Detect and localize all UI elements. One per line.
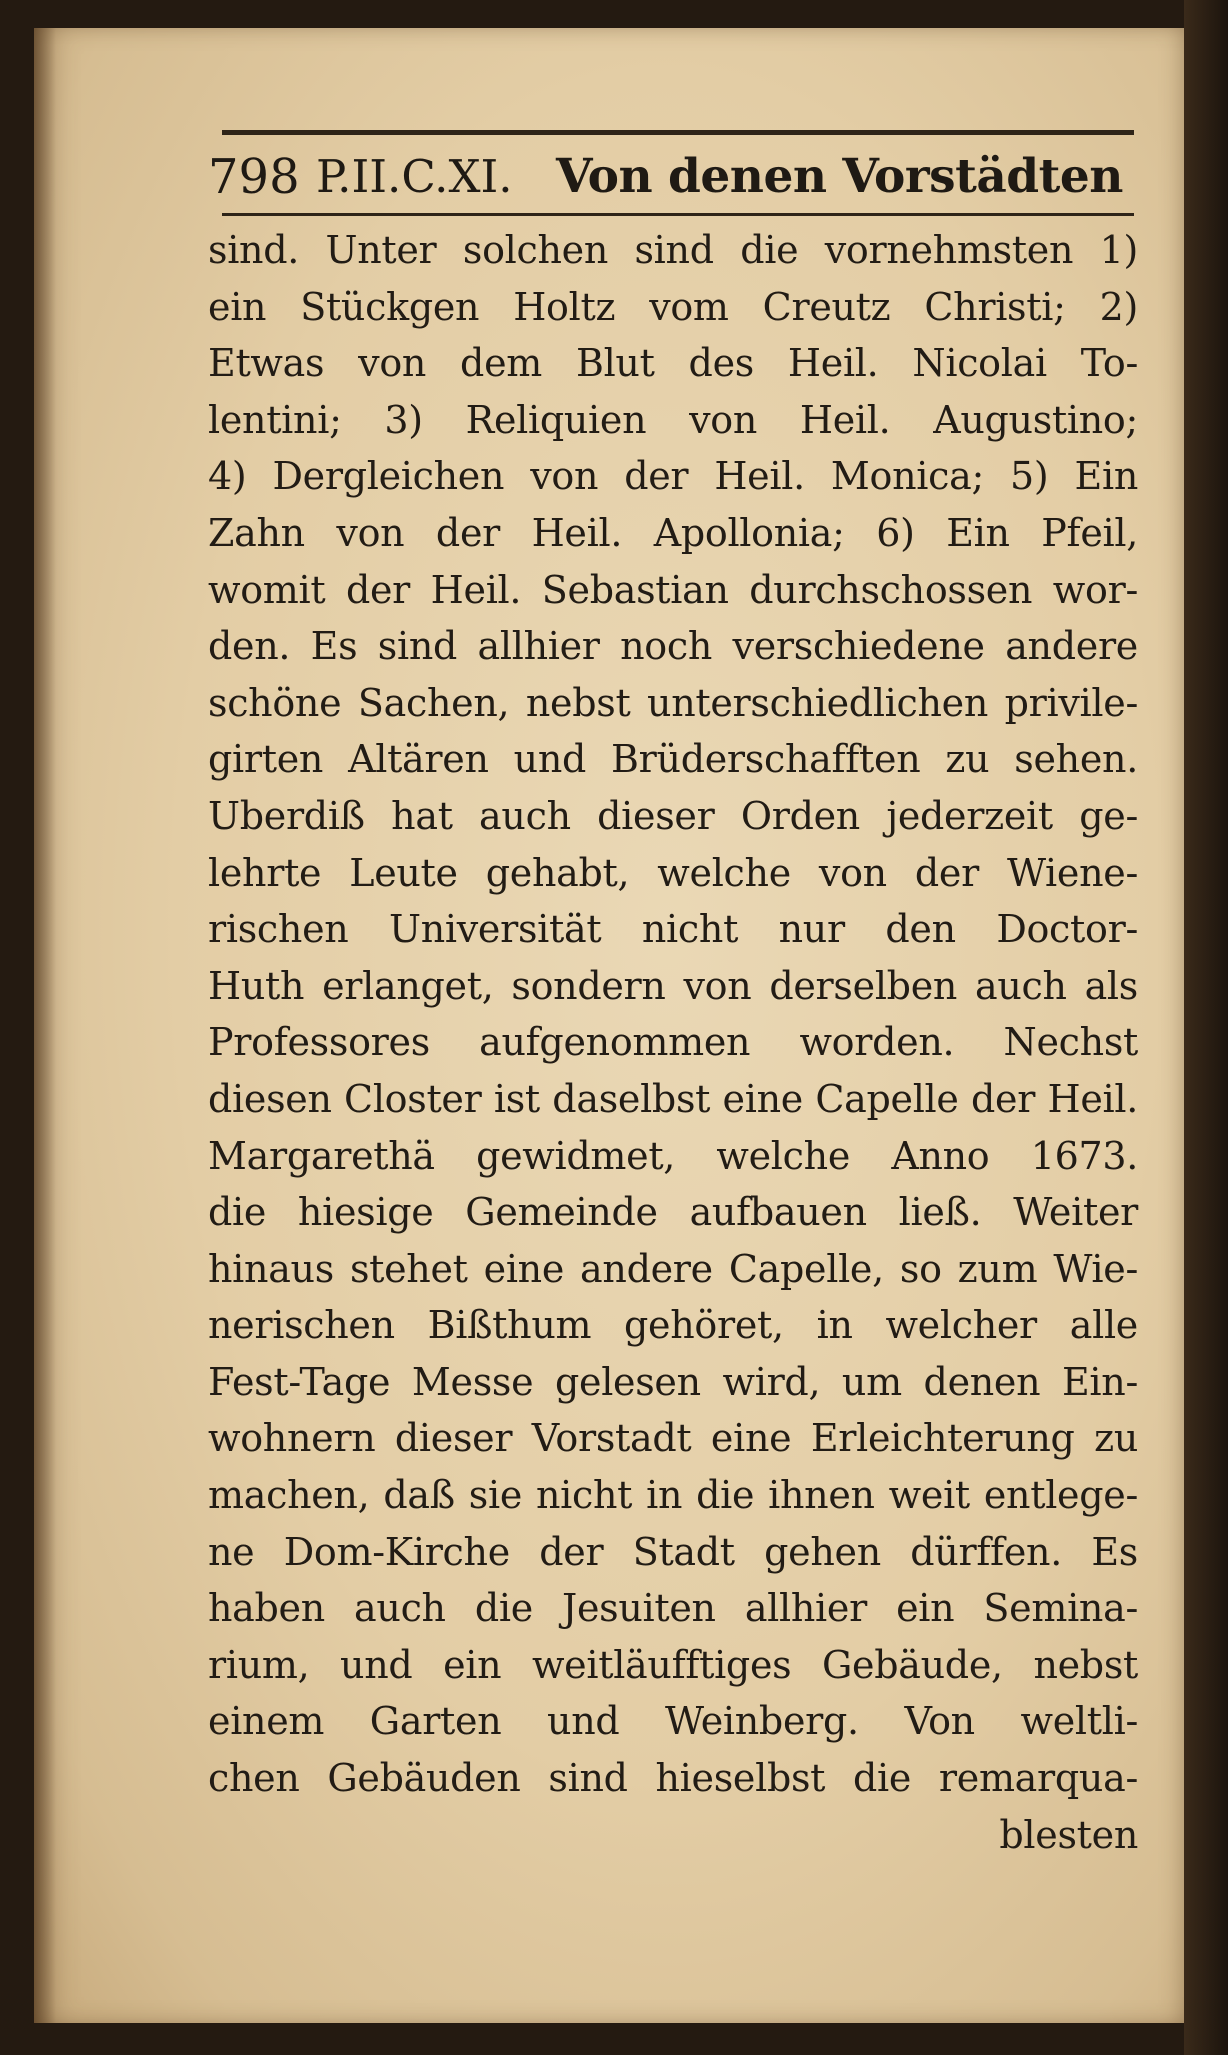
text-line: 4) Dergleichen von der Heil. Monica; 5) Ein xyxy=(208,454,1138,499)
text-line: hinaus stehet eine andere Capelle, so zum Wie- xyxy=(208,1246,1138,1291)
text-line: die hiesige Gemeinde aufbauen ließ. Weiter xyxy=(208,1190,1138,1235)
text-line: Huth erlanget, sondern von derselben auch als xyxy=(208,963,1138,1008)
text-line: ein Stückgen Holtz vom Creutz Christi; 2) xyxy=(208,284,1138,329)
text-line: lehrte Leute gehabt, welche von der Wiene- xyxy=(208,850,1138,895)
part-chapter-label: P.II.C.XI. xyxy=(316,150,513,203)
text-line: Professores aufgenommen worden. Nechst xyxy=(208,1020,1138,1065)
text-line: rischen Universität nicht nur den Doctor- xyxy=(208,907,1138,952)
header-rule-top xyxy=(222,130,1134,135)
catchword: blesten xyxy=(999,1812,1138,1857)
body-text xyxy=(208,222,1138,1863)
running-header xyxy=(208,140,1128,214)
text-line: nerischen Bißthum gehöret, in welcher alle xyxy=(208,1303,1138,1348)
text-line: diesen Closter ist daselbst eine Capelle der Heil. xyxy=(208,1076,1138,1121)
text-line: chen Gebäuden sind hieselbst die remarqua- xyxy=(208,1756,1138,1801)
text-line: girten Altären und Brüderschafften zu sehen. xyxy=(208,737,1138,782)
text-line: Zahn von der Heil. Apollonia; 6) Ein Pfeil, xyxy=(208,510,1138,555)
text-line: einem Garten und Weinberg. Von weltli- xyxy=(208,1699,1138,1744)
book-edge xyxy=(1184,0,1228,2055)
text-line: sind. Unter solchen sind die vornehmsten 1) xyxy=(208,228,1138,272)
text-line: Uberdiß hat auch dieser Orden jederzeit ge- xyxy=(208,793,1138,838)
text-line: womit der Heil. Sebastian durchschossen wor- xyxy=(208,567,1138,612)
text-line: rium, und ein weitläufftiges Gebäude, nebst xyxy=(208,1642,1138,1687)
text-line: wohnern dieser Vorstadt eine Erleichterung zu xyxy=(208,1416,1138,1461)
text-line: Margarethä gewidmet, welche Anno 1673. xyxy=(208,1133,1138,1178)
text-line: Fest-Tage Messe gelesen wird, um denen Ein- xyxy=(208,1359,1138,1404)
text-line: Etwas von dem Blut des Heil. Nicolai To- xyxy=(208,341,1138,386)
text-line: ne Dom-Kirche der Stadt gehen dürffen. Es xyxy=(208,1529,1138,1574)
header-rule-bottom xyxy=(222,213,1134,216)
text-line: haben auch die Jesuiten allhier ein Semina- xyxy=(208,1586,1138,1631)
text-line: den. Es sind allhier noch verschiedene andere xyxy=(208,624,1138,669)
text-line: machen, daß sie nicht in die ihnen weit entlege- xyxy=(208,1473,1138,1518)
text-line: schöne Sachen, nebst unterschiedlichen privile- xyxy=(208,680,1138,725)
page-gutter-shadow xyxy=(34,28,56,2023)
running-title: Von denen Vorstädten xyxy=(556,149,1123,204)
text-line: lentini; 3) Reliquien von Heil. Augustino; xyxy=(208,397,1138,442)
page-number: 798 xyxy=(208,149,300,205)
